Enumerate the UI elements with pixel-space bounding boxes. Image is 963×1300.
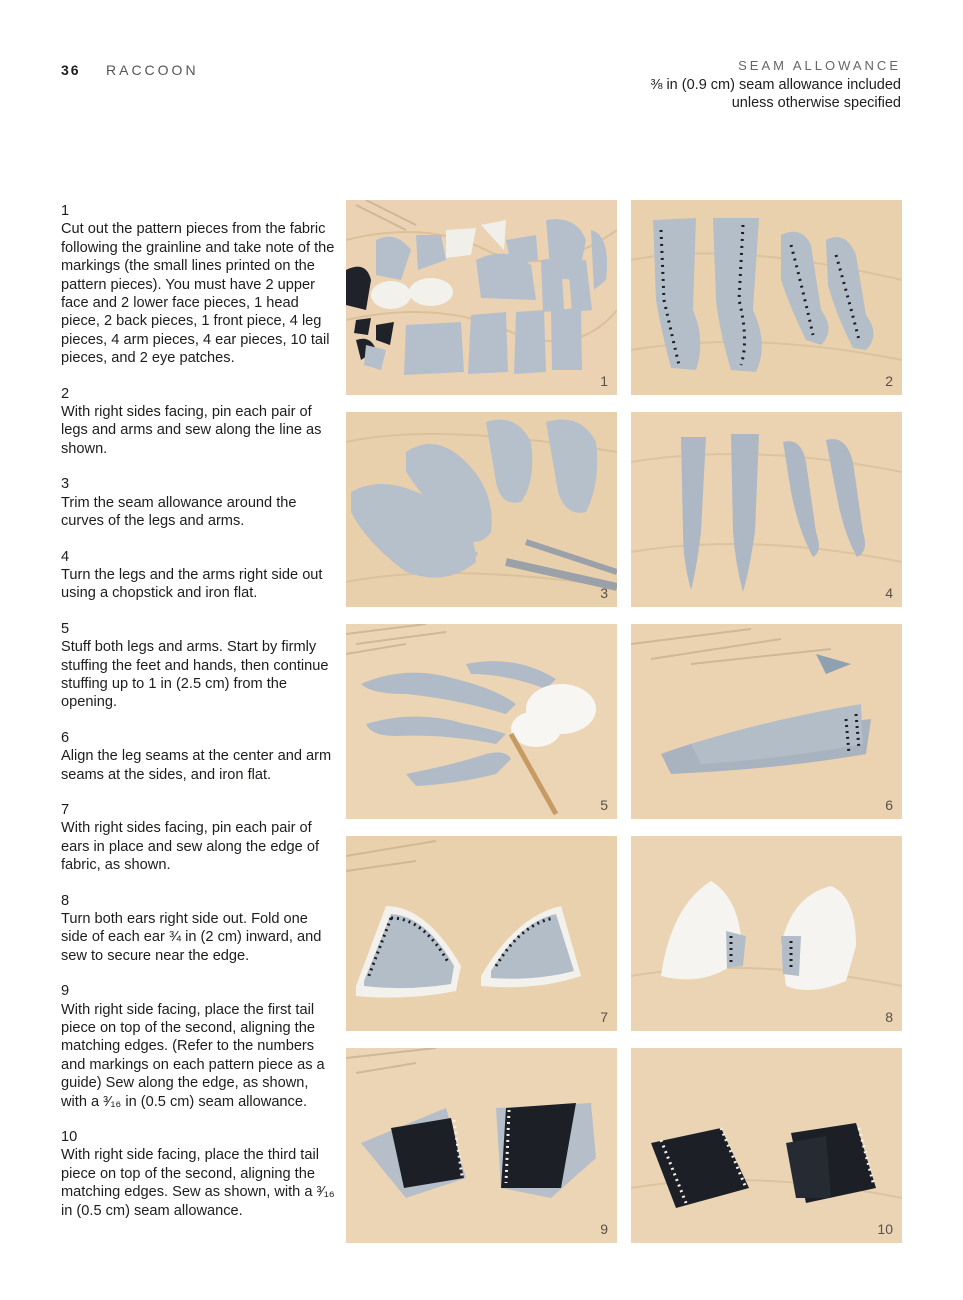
step-text: With right sides facing, pin each pair of ears in place and sew along the edge of fabric, as shown. (61, 820, 320, 874)
photo-iron-flat (631, 624, 902, 819)
step-number: 10 (61, 1129, 78, 1146)
step-number: 5 (61, 620, 70, 637)
step-text: Align the leg seams at the center and arm seams at the sides, and iron flat. (61, 748, 332, 783)
photo-tail-first (346, 1048, 617, 1243)
photo-number: 2 (885, 373, 893, 389)
step (61, 202, 336, 368)
turned-out-image (631, 412, 902, 607)
step-text: Turn both ears right side out. Fold one side of each ear ¾ in (2 cm) inward, and sew to secure near the edge. (61, 911, 322, 964)
pattern-pieces-image (346, 200, 617, 395)
step-text: Trim the seam allowance around the curves of the legs and arms. (61, 494, 297, 530)
step (61, 982, 336, 1111)
step-text: With right sides facing, pin each pair of legs and arms and sew along the line as shown. (61, 404, 322, 457)
photo-number: 3 (600, 585, 608, 601)
photo-ears-turned (631, 836, 902, 1031)
step (61, 620, 336, 712)
legs-arms-pinned-image (631, 200, 902, 395)
iron-flat-image (631, 624, 902, 819)
tail-third-image (631, 1048, 902, 1243)
step-number: 3 (61, 476, 70, 493)
step-number: 7 (61, 801, 70, 818)
step-number: 2 (61, 385, 70, 402)
section-title: RACCOON (106, 62, 199, 78)
step-number: 4 (61, 548, 70, 565)
photo-number: 1 (600, 373, 608, 389)
page-number: 36 (61, 62, 81, 78)
photo-number: 9 (600, 1221, 608, 1237)
photo-turned-out (631, 412, 902, 607)
step-text: With right side facing, place the first tail piece on top of the second, aligning the matching edges. (Refer to the numbers and markings on each pattern piece as a guide) Sew along the edge, as shown, with a ³⁄₁₆ in (0.5 cm) seam allowance. (61, 1001, 325, 1110)
step-number: 9 (61, 983, 70, 1000)
step (61, 475, 336, 530)
photo-number: 10 (877, 1221, 893, 1237)
step-text: Stuff both legs and arms. Start by firmly stuffing the feet and hands, then continue stuffing up to 1 in (2.5 cm) from the opening. (61, 639, 329, 711)
step-text: Cut out the pattern pieces from the fabric following the grainline and take note of the markings (the small lines printed on the pattern pieces). You must have 2 upper face and 2 lower face pieces, 1 head piece, 2 back pieces, 1 front piece, 4 leg pieces, 4 arm pieces, 4 ear pieces, 10 tail pieces, and 2 eye patches. (61, 221, 335, 367)
step (61, 892, 336, 966)
step (61, 729, 336, 784)
seam-allowance-box (650, 58, 901, 112)
photo-pattern-pieces (346, 200, 617, 395)
step-text: Turn the legs and the arms right side out using a chopstick and iron flat. (61, 566, 323, 602)
step-number: 1 (61, 203, 70, 219)
step-number: 8 (61, 892, 70, 909)
instruction-steps (61, 202, 336, 1237)
ears-sewn-image (346, 836, 617, 1031)
photo-number: 8 (885, 1009, 893, 1025)
photo-stuffing (346, 624, 617, 819)
tail-first-image (346, 1048, 617, 1243)
trim-seam-image (346, 412, 617, 607)
ears-turned-image (631, 836, 902, 1031)
photo-tail-third (631, 1048, 902, 1243)
photo-number: 7 (600, 1009, 608, 1025)
step-number: 6 (61, 729, 70, 746)
step (61, 801, 336, 875)
photo-legs-arms-pinned (631, 200, 902, 395)
photo-number: 6 (885, 797, 893, 813)
photo-number: 5 (600, 797, 608, 813)
seam-allowance-line-1: ⅜ in (0.9 cm) seam allowance included (650, 77, 901, 93)
step (61, 548, 336, 603)
step-text: With right side facing, place the third tail piece on top of the second, aligning the matching edges. Sew as shown, with a ³⁄₁₆ in (0.5 cm) seam allowance. (61, 1147, 335, 1219)
photo-trim-seam (346, 412, 617, 607)
photo-number: 4 (885, 585, 893, 601)
seam-allowance-heading: SEAM ALLOWANCE (738, 58, 901, 73)
seam-allowance-line-2: unless otherwise specified (731, 95, 901, 111)
stuffing-image (346, 624, 617, 819)
step (61, 385, 336, 459)
photo-ears-sewn (346, 836, 617, 1031)
step (61, 1128, 336, 1220)
